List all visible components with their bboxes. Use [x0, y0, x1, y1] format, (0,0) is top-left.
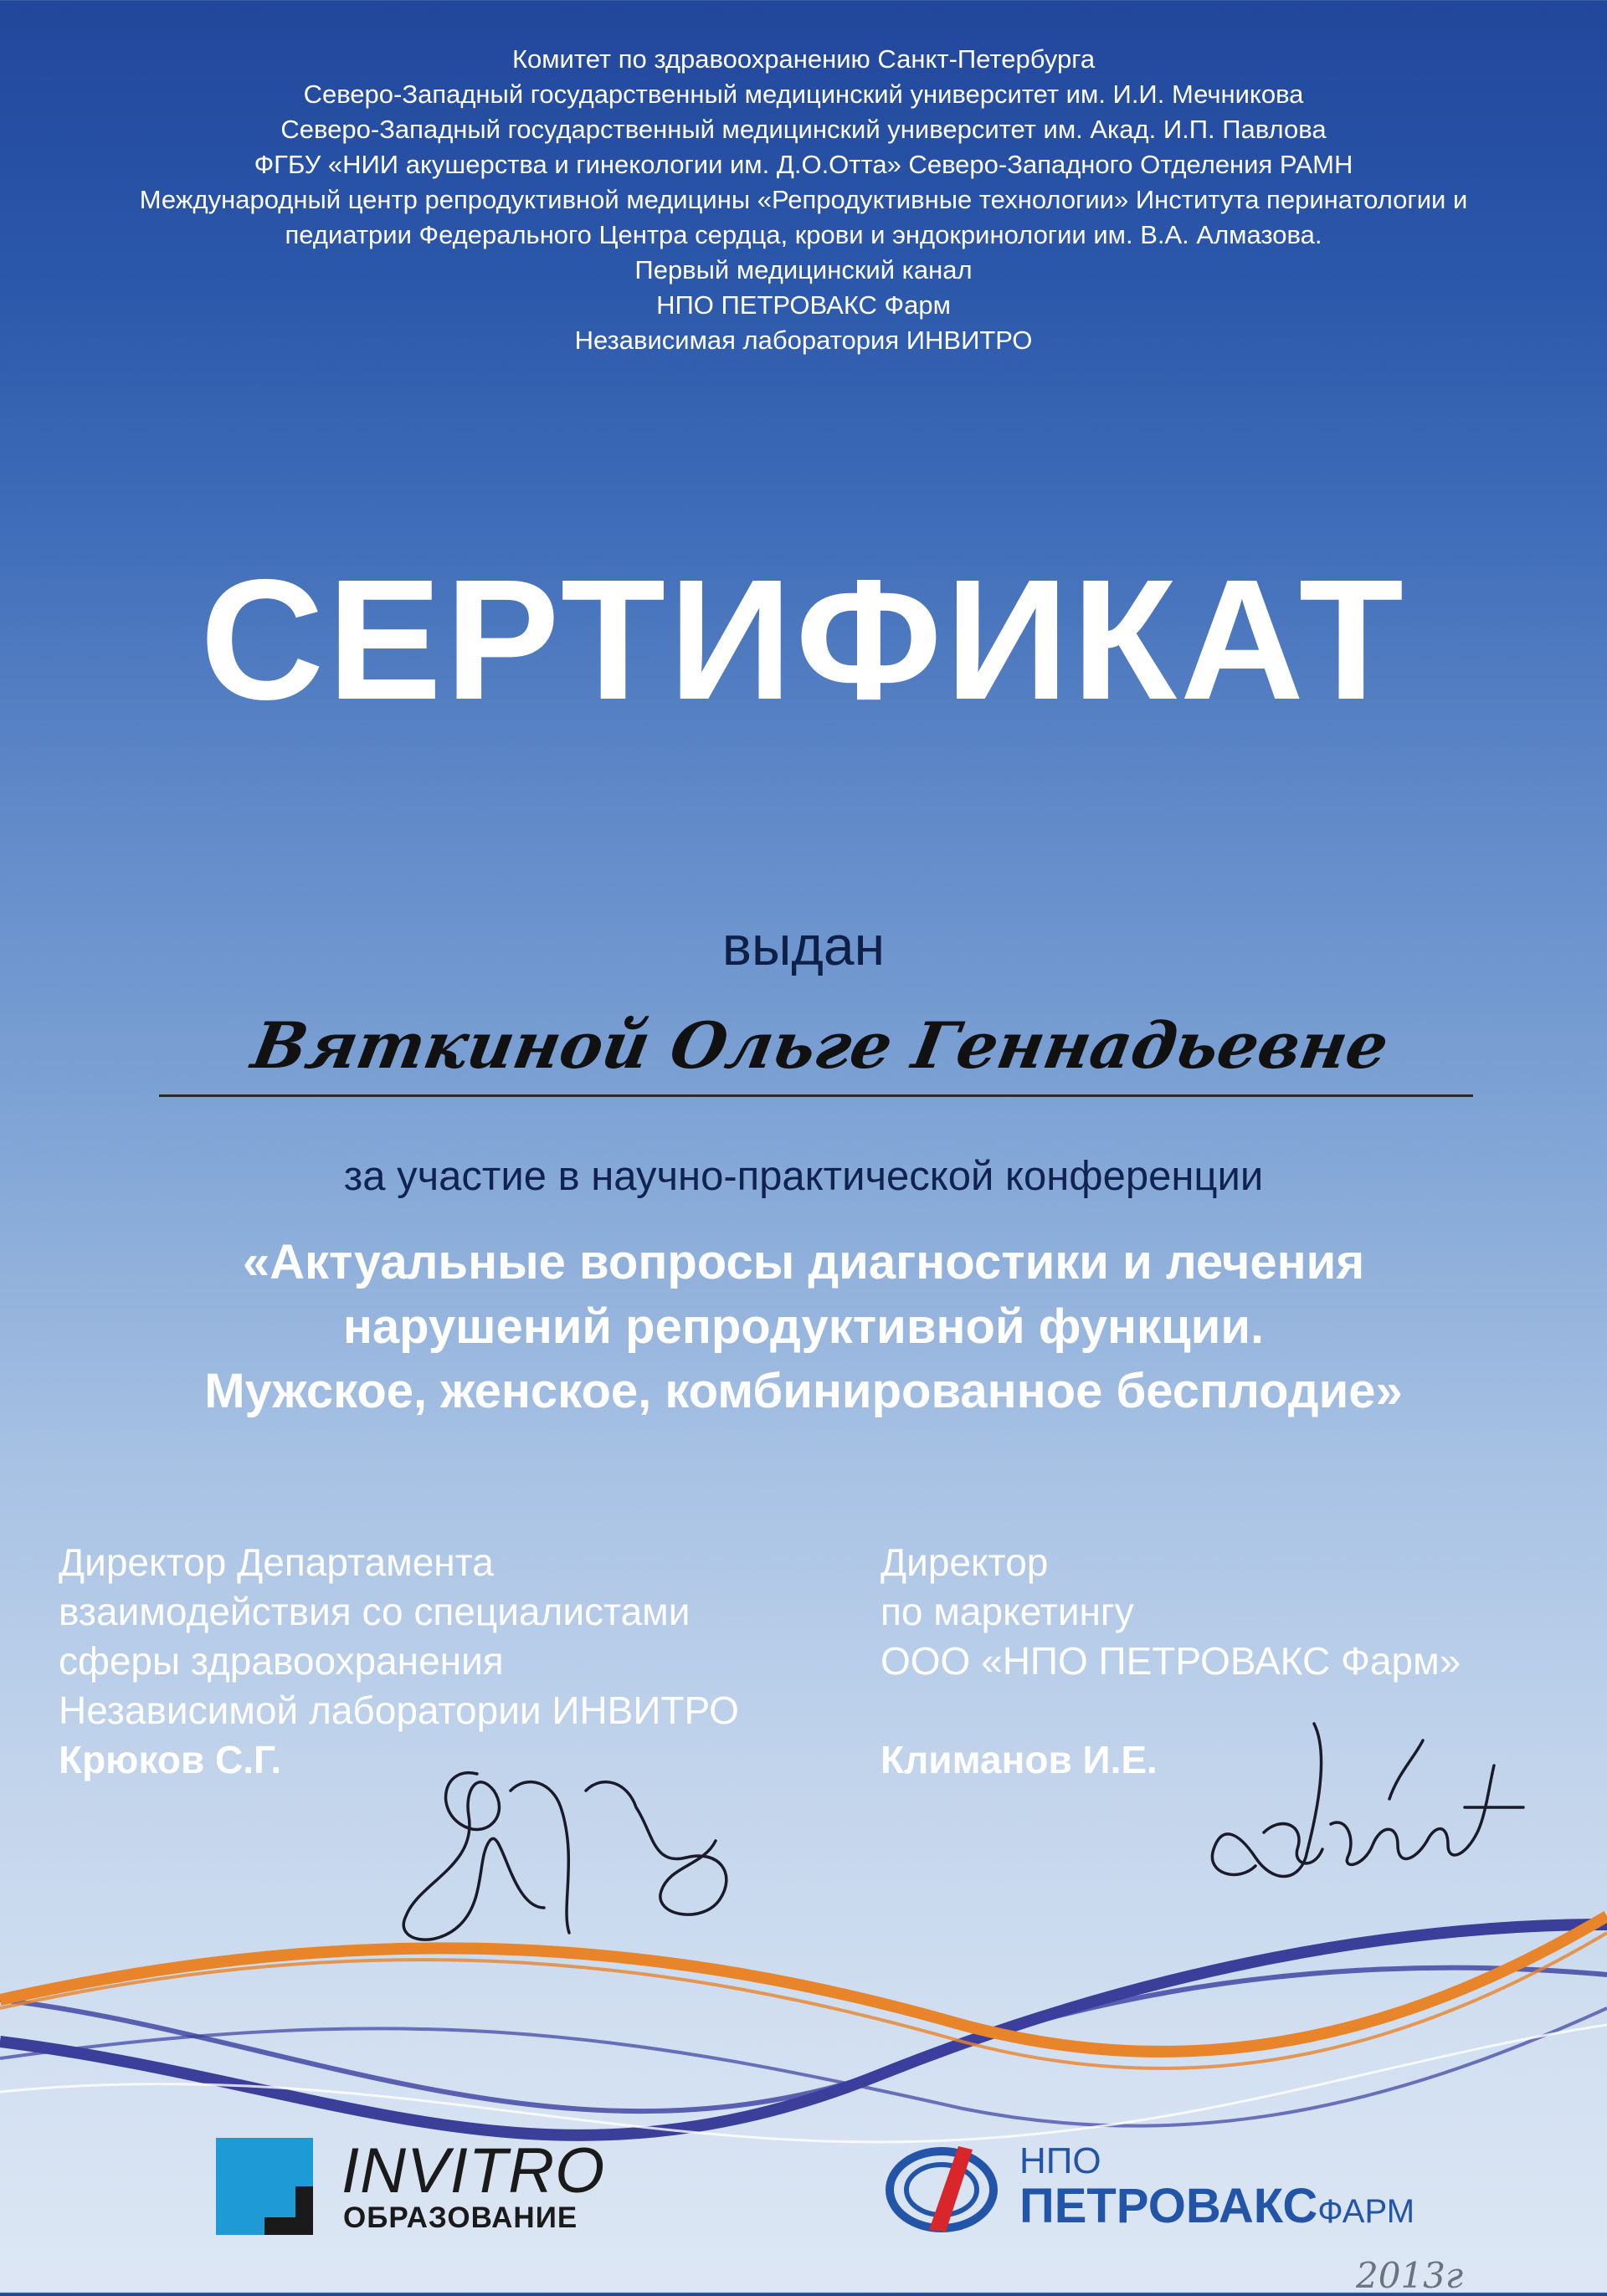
certificate-title: СЕРТИФИКАТ — [200, 544, 1407, 735]
recipient-name: Вяткиной Ольге Геннадьевне — [246, 1008, 1394, 1083]
petrovax-logo — [879, 2138, 1465, 2238]
invitro-logo — [216, 2135, 609, 2238]
header-line: Международный центр репродуктивной медицины «Репродуктивные технологии» Института перинатологии и — [139, 185, 1468, 214]
header-line: Северо-Западный государственный медицинский университет им. И.И. Мечникова — [303, 79, 1304, 109]
organizers-header — [0, 42, 1607, 358]
header-line: ФГБУ «НИИ акушерства и гинекологии им. Д.О.Отта» Северо-Западного Отделения РАМН — [254, 150, 1353, 179]
invitro-square-icon — [216, 2138, 313, 2235]
signatory-left-position: сферы здравоохранения — [59, 1639, 504, 1683]
signatory-left-position: Независимой лаборатории ИНВИТРО — [59, 1689, 739, 1732]
header-line: Северо-Западный государственный медицинский университет им. Акад. И.П. Павлова — [280, 115, 1327, 144]
header-line: Комитет по здравоохранению Санкт-Петербурга — [511, 44, 1096, 74]
recipient-underline — [159, 1094, 1473, 1097]
petrovax-suffix: ФАРМ — [1317, 2193, 1415, 2230]
signature-left-image — [385, 1740, 770, 1958]
invitro-subtitle: ОБРАЗОВАНИЕ — [343, 2201, 578, 2234]
signatory-right-position: по маркетингу — [881, 1590, 1134, 1633]
signatory-left-name: Крюков С.Г. — [59, 1738, 282, 1781]
issued-label: выдан — [721, 915, 886, 976]
invitro-name: INVITRO — [341, 2135, 606, 2206]
signatory-left-position: Директор Департамента — [59, 1540, 494, 1584]
header-line: НПО ПЕТРОВАКС Фарм — [656, 290, 951, 320]
conference-title-line: нарушений репродуктивной функции. — [342, 1299, 1265, 1354]
participation-text: за участие в научно-практической конференции — [343, 1154, 1264, 1199]
conference-title — [0, 1230, 1607, 1423]
header-line: Независимая лаборатория ИНВИТРО — [574, 325, 1033, 355]
petrovax-swirl-icon — [879, 2138, 1029, 2238]
petrovax-prefix: НПО — [1019, 2140, 1101, 2181]
signatory-right-name: Климанов И.Е. — [881, 1738, 1158, 1781]
signatory-right-position: Директор — [881, 1540, 1049, 1584]
conference-title-line: Мужское, женское, комбинированное бесплодие» — [204, 1364, 1403, 1418]
header-line: педиатрии Федерального Центра сердца, крови и эндокринологии им. В.А. Алмазова. — [285, 220, 1322, 249]
signatory-right-position: ООО «НПО ПЕТРОВАКС Фарм» — [881, 1639, 1461, 1683]
signatory-left-position: взаимодействия со специалистами — [59, 1590, 691, 1633]
conference-title-line: «Актуальные вопросы диагностики и лечения — [242, 1235, 1365, 1289]
signature-right-image — [1189, 1707, 1540, 1908]
petrovax-name-text: ПЕТРОВАКС — [1019, 2179, 1318, 2233]
handwritten-date: 2013г — [1356, 2255, 1464, 2296]
petrovax-name — [1019, 2180, 1414, 2238]
header-line: Первый медицинский канал — [634, 255, 973, 284]
